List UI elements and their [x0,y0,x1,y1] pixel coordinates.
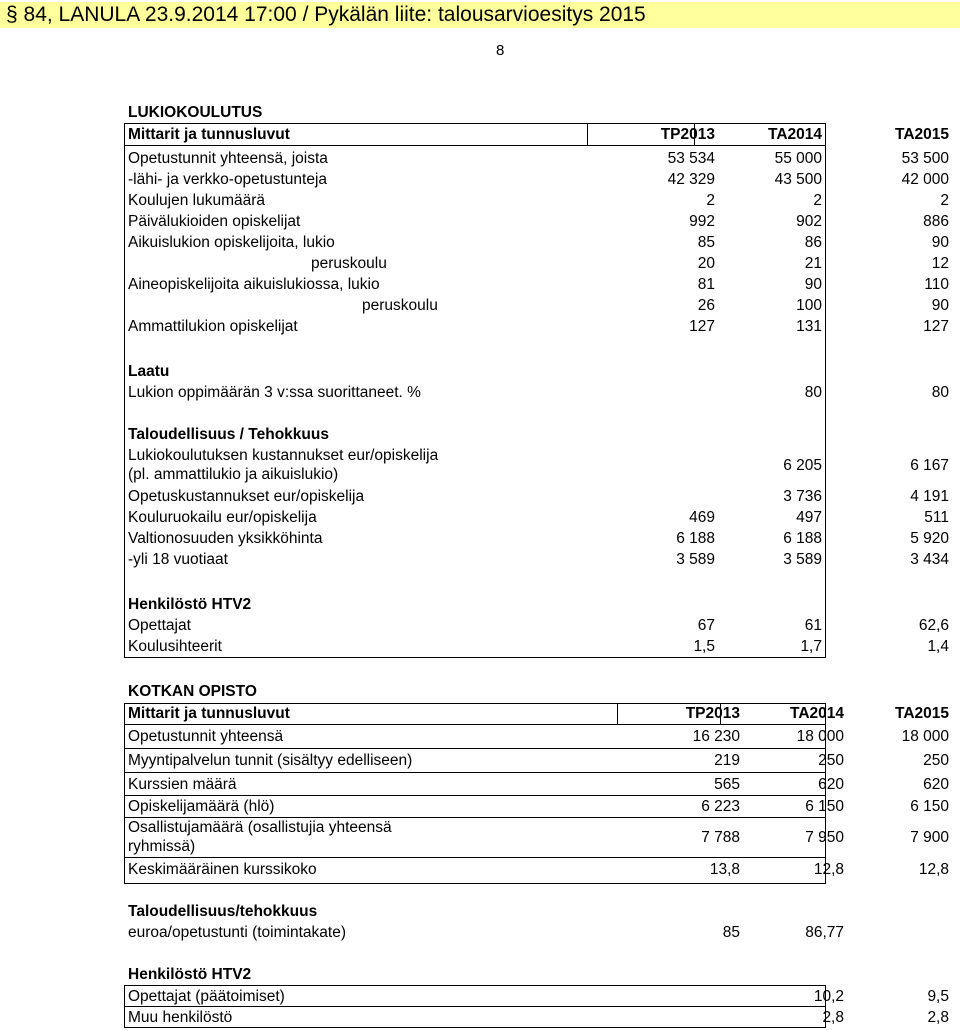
cell-value: 13,8 [709,861,740,878]
column-header: TP2013 [660,126,715,143]
cell-value: 90 [931,234,949,251]
henkilosto-title: Henkilöstö HTV2 [128,596,252,613]
table-row [128,636,949,657]
cell-value: 12 [931,255,949,272]
cell-value: 2,8 [927,1009,949,1026]
row-label: Valtionosuuden yksikköhinta [128,530,323,547]
row-label: Kurssien määrä [128,776,237,793]
cell-value: 80 [931,384,949,401]
row-label: Kouluruokailu eur/opiskelija [128,509,317,526]
row-label: Ammattilukion opiskelijat [128,318,298,335]
laatu-title: Laatu [128,363,170,380]
cell-value: 86 [804,234,822,251]
row-label: Osallistujamäärä (osallistujia yhteensä [128,819,392,836]
cell-value: 12,8 [918,861,949,878]
talous-title: Taloudellisuus / Tehokkuus [128,426,329,443]
cell-value: 100 [796,297,822,314]
row-label: Lukiokoulutuksen kustannukset eur/opiskelija [128,447,439,464]
table-row [128,796,949,817]
row-label: euroa/opetustunti (toimintakate) [128,924,346,941]
row-label: Opettajat (päätoimiset) [128,988,285,1005]
row-label: Opetustunnit yhteensä [128,728,284,745]
cell-value: 565 [714,776,740,793]
row-label: Päivälukioiden opiskelijat [128,213,301,230]
table-row [128,295,949,316]
row-label: Myyntipalvelun tunnit (sisältyy edelliseen) [128,752,413,769]
table-row [128,253,949,274]
cell-value: 42 329 [667,171,715,188]
row-label: ryhmissä) [128,838,196,855]
cell-value: 7 788 [701,829,740,846]
document-header-banner [0,2,960,28]
cell-value: 4 191 [910,488,949,505]
row-label: Opetuskustannukset eur/opiskelija [128,488,365,505]
lukio-section-title: LUKIOKOULUTUS [128,104,263,121]
row-label: -yli 18 vuotiaat [128,551,228,568]
row-label: Opetustunnit yhteensä, joista [128,150,328,167]
kotka-henkilosto-title: Henkilöstö HTV2 [128,966,252,983]
cell-value: 250 [818,752,844,769]
column-header: TP2013 [685,705,740,722]
table-row [128,232,949,253]
cell-value: 7 950 [805,829,844,846]
cell-value: 42 000 [901,171,949,188]
table-row [128,774,949,795]
cell-value: 219 [714,752,740,769]
kotka-talous-title: Taloudellisuus/tehokkuus [128,903,318,920]
cell-value: 85 [722,924,740,941]
cell-value: 53 534 [667,150,715,167]
cell-value: 6 223 [701,798,740,815]
row-label: (pl. ammattilukio ja aikuislukio) [128,466,339,483]
lukio-header-row [128,124,949,145]
cell-value: 20 [697,255,715,272]
table-row [128,986,949,1007]
row-divider [124,857,826,858]
cell-value: 61 [804,617,822,634]
cell-value: 497 [796,509,822,526]
cell-value: 127 [923,318,949,335]
cell-value: 992 [689,213,715,230]
cell-value: 67 [697,617,715,634]
cell-value: 85 [697,234,715,251]
table-row [128,922,844,943]
table-row [128,190,949,211]
row-label: peruskoulu [362,297,438,314]
cell-value: 1,5 [693,638,715,655]
cell-value: 6 150 [805,798,844,815]
cell-value: 86,77 [805,924,844,941]
table-row [128,615,949,636]
cell-value: 6 188 [676,530,715,547]
cell-value: 1,4 [927,638,949,655]
cell-value: 10,2 [813,988,844,1005]
table-row [128,726,949,747]
table-row [128,382,949,403]
column-header: TA2014 [768,126,822,143]
row-label: Koulusihteerit [128,638,222,655]
cell-value: 90 [804,276,822,293]
cell-value: 1,7 [800,638,822,655]
cell-value: 6 167 [910,457,949,474]
cell-value: 55 000 [774,150,822,167]
kotka-section-title: KOTKAN OPISTO [128,683,257,700]
cell-value: 469 [689,509,715,526]
cell-value: 43 500 [774,171,822,188]
table-row [128,455,949,476]
cell-value: 250 [923,752,949,769]
column-header: TA2015 [895,126,949,143]
row-divider [124,772,826,773]
table-row [128,750,949,771]
row-label: Opiskelijamäärä (hlö) [128,798,275,815]
cell-value: 80 [804,384,822,401]
table-row [128,274,949,295]
table-row [128,1007,949,1028]
cell-value: 3 589 [676,551,715,568]
cell-value: 6 205 [783,457,822,474]
cell-value: 9,5 [927,988,949,1005]
cell-value: 6 150 [910,798,949,815]
table-row [128,486,949,507]
cell-value: 511 [924,509,949,526]
cell-value: 6 188 [783,530,822,547]
kotka-header-row [128,703,949,724]
cell-value: 53 500 [901,150,949,167]
row-label: Muu henkilöstö [128,1009,233,1026]
cell-value: 2 [940,192,949,209]
cell-value: 131 [796,318,822,335]
column-header: TA2014 [790,705,844,722]
table-row [128,148,949,169]
table-row [128,316,949,337]
row-label: Opettajat [128,617,191,634]
cell-value: 18 000 [796,728,844,745]
column-header: Mittarit ja tunnusluvut [128,705,290,722]
row-label: Aineopiskelijoita aikuislukiossa, lukio [128,276,380,293]
cell-value: 2,8 [822,1009,844,1026]
cell-value: 902 [796,213,822,230]
cell-value: 18 000 [901,728,949,745]
table-row [128,211,949,232]
cell-value: 110 [924,276,949,293]
table-row [128,528,949,549]
cell-value: 127 [689,318,715,335]
cell-value: 3 434 [910,551,949,568]
banner-text: § 84, LANULA 23.9.2014 17:00 / Pykälän liite: talousarvioesitys 2015 [6,3,646,26]
row-label: Lukion oppimäärän 3 v:ssa suorittaneet. % [128,384,421,401]
cell-value: 26 [697,297,715,314]
table-row [128,169,949,190]
row-label: Aikuislukion opiskelijoita, lukio [128,234,335,251]
table-row [128,549,949,570]
column-header: TA2015 [895,705,949,722]
cell-value: 5 920 [910,530,949,547]
row-label: peruskoulu [311,255,387,272]
cell-value: 62,6 [918,617,949,634]
cell-value: 90 [931,297,949,314]
cell-value: 16 230 [692,728,740,745]
cell-value: 2 [706,192,715,209]
cell-value: 3 736 [783,488,822,505]
cell-value: 7 900 [910,829,949,846]
cell-value: 12,8 [813,861,844,878]
table-row [128,859,949,880]
table-row [128,507,949,528]
row-label: Keskimääräinen kurssikoko [128,861,317,878]
page-number: 8 [496,42,505,59]
row-divider [124,748,826,749]
cell-value: 21 [804,255,822,272]
column-header: Mittarit ja tunnusluvut [128,126,290,143]
cell-value: 620 [818,776,844,793]
cell-value: 3 589 [783,551,822,568]
cell-value: 81 [697,276,715,293]
cell-value: 2 [813,192,822,209]
row-label: Koulujen lukumäärä [128,192,266,209]
row-label: -lähi- ja verkko-opetustunteja [128,171,328,188]
cell-value: 620 [923,776,949,793]
cell-value: 886 [923,213,949,230]
table-row [128,827,949,848]
